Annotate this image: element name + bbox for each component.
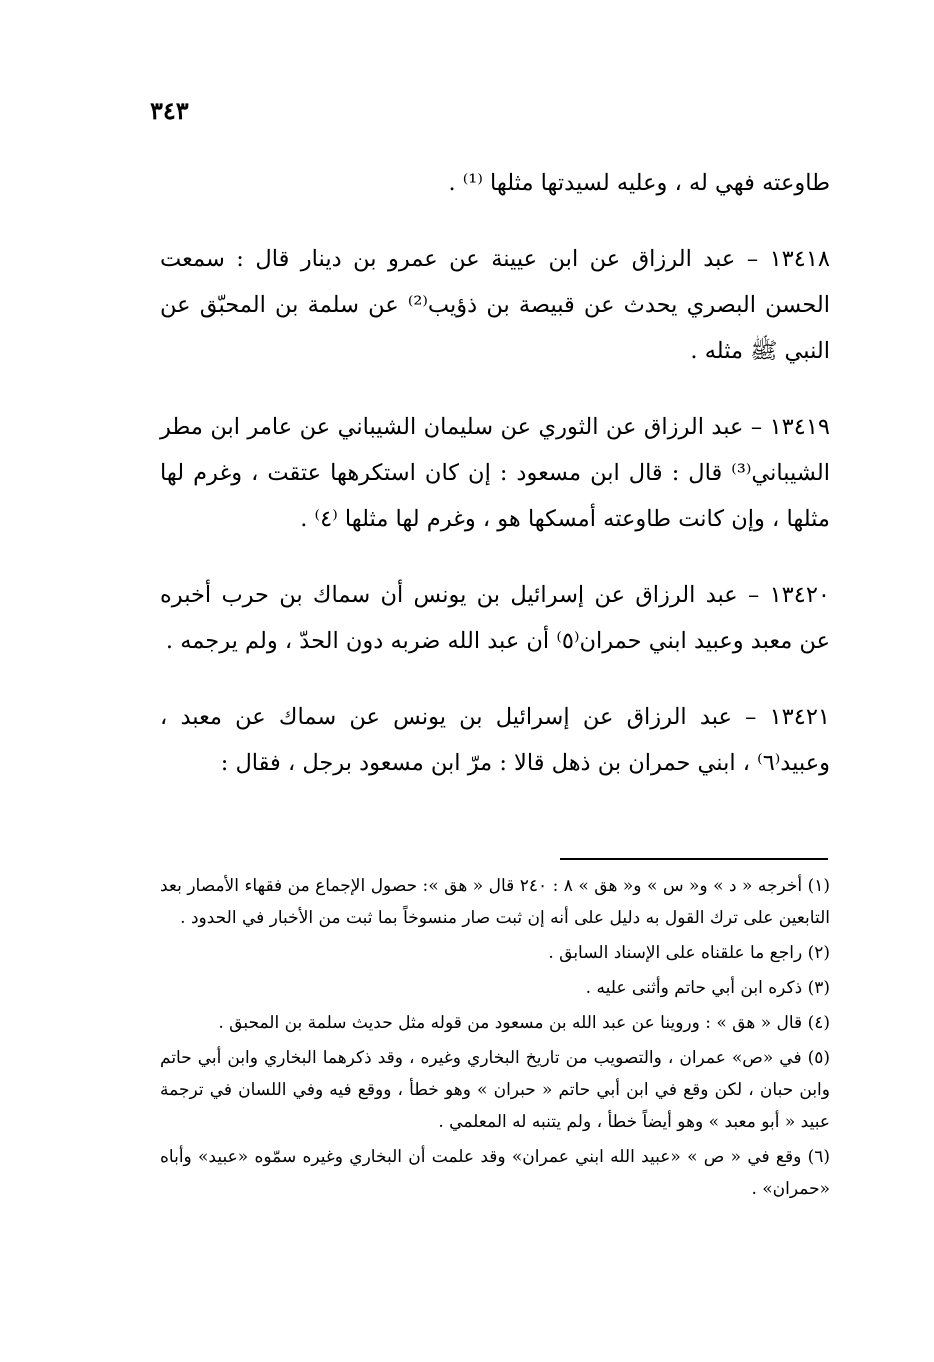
hadith-13419: ١٣٤١٩ – عبد الرزاق عن الثوري عن سليمان الشيباني عن عامر ابن مطر الشيباني⁽³⁾ قال : قال ابن مسعود : إن كان استكرهها عتقت ، وغرم لها مثلها ، وإن كانت طاوعته أمسكها هو ، وغرم لها مثلها ⁽٤⁾ . — [160, 414, 830, 532]
hadith-13420: ١٣٤٢٠ – عبد الرزاق عن إسرائيل بن يونس أن سماك بن حرب أخبره عن معبد وعبيد ابني حمران⁽٥⁾ أن عبد الله ضربه دون الحدّ ، ولم يرجمه . — [160, 582, 830, 654]
footnote-divider — [560, 858, 828, 860]
page-number: ٣٤٣ — [150, 96, 189, 125]
footnote-2: (٢) راجع ما علقناه على الإسناد السابق . — [548, 943, 830, 963]
footnote-1: (١) أخرجه « د » و« س » و« هق » ٨ : ٢٤٠ قال « هق »: حصول الإجماع من فقهاء الأمصار بعد التابعين على ترك القول به دليل على أنه إن ثبت صار منسوخاً بما ثبت من الأخبار في الحدود . — [160, 876, 830, 928]
footnote-3: (٣) ذكره ابن أبي حاتم وأثنى عليه . — [585, 978, 830, 998]
hadith-13418: ١٣٤١٨ – عبد الرزاق عن ابن عيينة عن عمرو بن دينار قال : سمعت الحسن البصري يحدث عن قبيصة بن ذؤيب⁽²⁾ عن سلمة بن المحبّق عن النبي ﷺ مثله . — [160, 246, 830, 364]
continuation-paragraph: طاوعته فهي له ، وعليه لسيدتها مثلها ⁽¹⁾ . — [448, 170, 830, 196]
footnote-6: (٦) وقع في « ص » «عبيد الله ابني عمران» وقد علمت أن البخاري وغيره سمّوه «عبيد» وأباه «حمران» . — [160, 1147, 830, 1199]
footnote-4: (٤) قال « هق » : وروينا عن عبد الله بن مسعود من قوله مثل حديث سلمة بن المحبق . — [218, 1013, 830, 1033]
footnotes — [160, 870, 830, 1208]
hadith-13421: ١٣٤٢١ – عبد الرزاق عن إسرائيل بن يونس عن سماك عن معبد ، وعبيد⁽٦⁾ ، ابني حمران بن ذهل قالا : مرّ ابن مسعود برجل ، فقال : — [160, 704, 830, 776]
footnote-5: (٥) في «ص» عمران ، والتصويب من تاريخ البخاري وغيره ، وقد ذكرهما البخاري وابن أبي حاتم وابن حبان ، لكن وقع في ابن أبي حاتم « حبران » وهو خطأ ، ووقع فيه وفي اللسان في ترجمة عبيد « أبو معبد » وهو أيضاً خطأ ، ولم يتنبه له المعلمي . — [160, 1048, 830, 1132]
main-text — [160, 160, 830, 786]
